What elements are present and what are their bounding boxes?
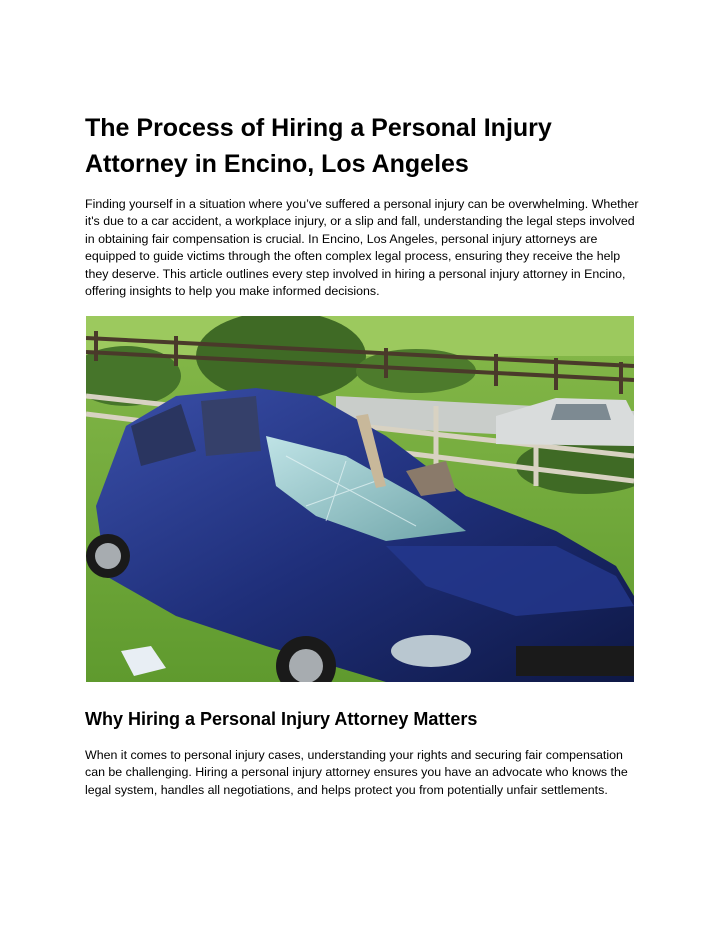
intro-paragraph: Finding yourself in a situation where you’ve suffered a personal injury can be overwhelming. Whether it's due to a car accident, a workplace injury, or a slip and fall, understanding the legal steps involved in obtaining fair compensation is crucial. In Encino, Los Angeles, personal injury attorneys are equipped to guide victims through the often complex legal process, ensuring they receive the help they deserve. This article outlines every step involved in hiring a personal injury attorney in Encino, offering insights to help you make informed decisions. — [85, 197, 639, 299]
section-heading: Why Hiring a Personal Injury Attorney Matters — [85, 709, 478, 729]
section-paragraph: When it comes to personal injury cases, understanding your rights and securing fair compensation can be challenging. Hiring a personal injury attorney ensures you have an advocate who knows the legal system, handles all negotiations, and helps protect you from potentially unfair settlements. — [85, 748, 628, 797]
page-title: The Process of Hiring a Personal Injury Attorney in Encino, Los Angeles — [85, 114, 552, 178]
wrecked-car-photo — [86, 316, 634, 682]
